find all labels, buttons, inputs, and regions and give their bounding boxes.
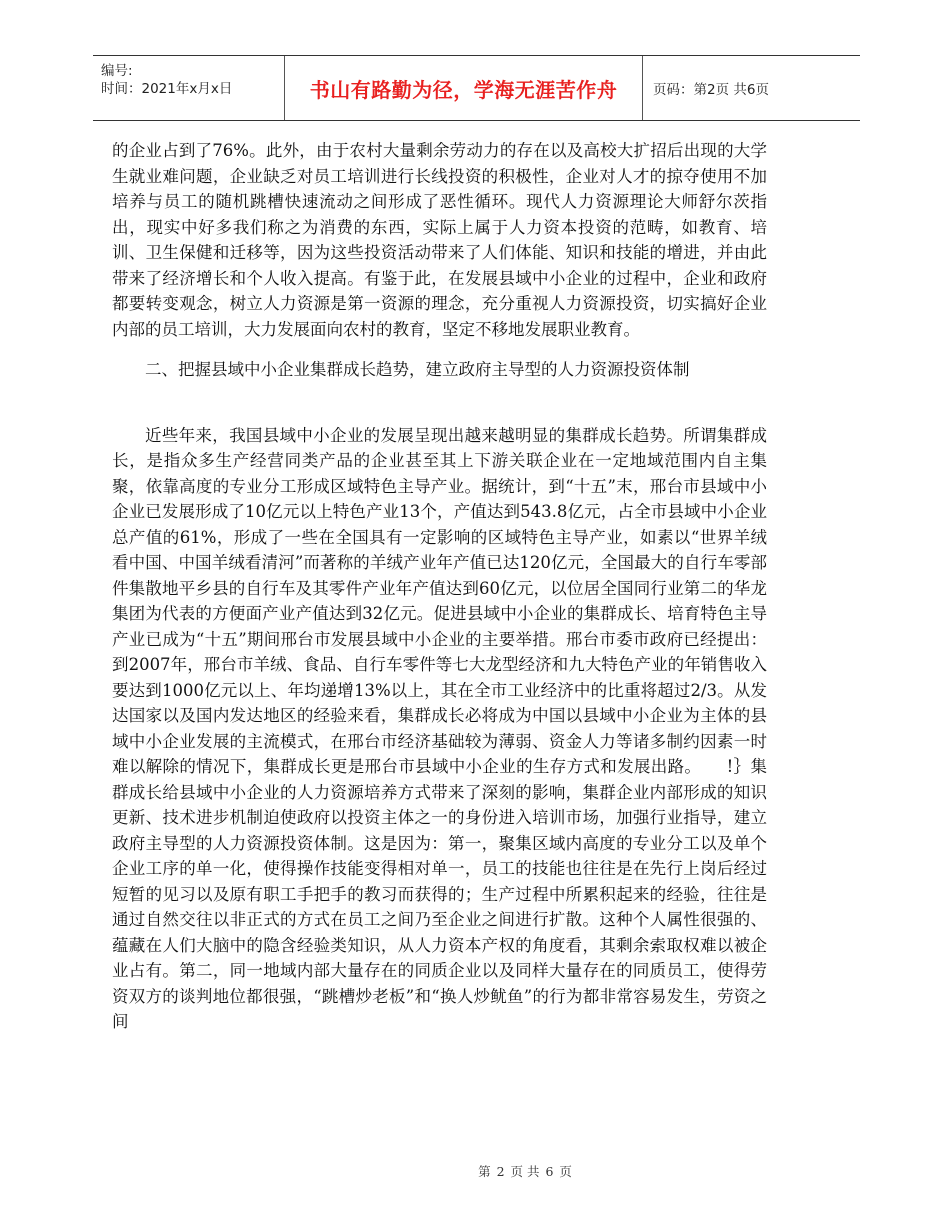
footer-suffix: 页: [559, 1164, 572, 1179]
footer-prefix: 第: [478, 1164, 491, 1179]
section-heading: 二、把握县域中小企业集群成长趋势，建立政府主导型的人力资源投资体制: [145, 360, 690, 379]
paragraph-gap: [112, 383, 767, 423]
page-footer: [0, 1162, 950, 1180]
date-label: 时间：2021年x月x日: [101, 81, 233, 97]
body-paragraph: 的企业占到了76%。此外，由于农村大量剩余劳动力的存在以及高校大扩招后出现的大学生就业难问题，企业缺乏对员工培训进行长线投资的积极性，企业对人才的掠夺使用不加培养与员工的随机跳槽快速流动之间形成了恶性循环。现代人力资源理论大师舒尔茨指出，现实中好多我们称之为消费的东西，实际上属于人力资本投资的范畴，如教育、培训、卫生保健和迁移等，因为这些投资活动带来了人们体能、知识和技能的增进，并由此带来了经济增长和个人收入提高。有鉴于此，在发展县域中小企业的过程中，企业和政府都要转变观念，树立人力资源是第一资源的理念，充分重视人力资源投资，切实搞好企业内部的员工培训，大力发展面向农村的教育，坚定不移地发展职业教育。: [112, 141, 767, 339]
header-meta-cell: [93, 56, 285, 120]
header-page-info: 页码：第2页 共6页: [653, 82, 769, 98]
header-motto-cell: [285, 56, 643, 120]
footer-total-pages: 6: [545, 1164, 554, 1179]
header-page-cell: [643, 56, 860, 120]
footer-middle: 页 共: [510, 1164, 540, 1179]
document-body: [112, 138, 767, 1035]
body-paragraph: 近些年来，我国县域中小企业的发展呈现出越来越明显的集群成长趋势。所谓集群成长，是指众多生产经营同类产品的企业甚至其上下游关联企业在一定地域范围内自主集聚，依靠高度的专业分工形成区域特色主导产业。据统计，到“十五”末，邢台市县域中小企业已发展形成了10亿元以上特色产业13个，产值达到543.8亿元，占全市县域中小企业总产值的61%，形成了一些在全国具有一定影响的区域特色主导产业，如素以“世界羊绒看中国、中国羊绒看清河”而著称的羊绒产业年产值已达120亿元，全国最大的自行车零部件集散地平乡县的自行车及其零件产业年产值达到60亿元，以位居全国同行业第二的华龙集团为代表的方便面产业产值达到32亿元。促进县域中小企业的集群成长、培育特色主导产业已成为“十五”期间邢台市发展县域中小企业的主要举措。邢台市委市政府已经提出：到2007年，邢台市羊绒、食品、自行车零件等七大龙型经济和九大特色产业的年销售收入要达到1000亿元以上、年均递增13%以上，其在全市工业经济中的比重将超过2/3。从发达国家以及国内发达地区的经验来看，集群成长必将成为中国以县域中小企业为主体的县域中小企业发展的主流模式，在邢台市经济基础较为薄弱、资金人力等诸多制约因素一时难以解除的情况下，集群成长更是邢台市县域中小企业的生存方式和发展出路。 !｝集群成长给县域中小企业的人力资源培养方式带来了深刻的影响，集群企业内部形成的知识更新、技术进步机制迫使政府以投资主体之一的身份进入培训市场，加强行业指导，建立政府主导型的人力资源投资体制。这是因为：第一，聚集区域内高度的专业分工以及单个企业工序的单一化，使得操作技能变得相对单一，员工的技能也往往是在先行上岗后经过短暂的见习以及原有职工手把手的教习而获得的；生产过程中所累积起来的经验，往往是通过自然交往以非正式的方式在员工之间乃至企业之间进行扩散。这种个人属性很强的、蕴藏在人们大脑中的隐含经验类知识，从人力资本产权的角度看，其剩余索取权难以被企业占有。第二，同一地域内部大量存在的同质企业以及同样大量存在的同质员工，使得劳资双方的谈判地位都很强，“跳槽炒老板”和“换人炒鱿鱼”的行为都非常容易发生，劳资之间: [112, 425, 767, 1031]
doc-number-label: 编号:: [101, 63, 133, 79]
footer-page-number: 2: [496, 1164, 505, 1179]
page-header: [93, 55, 860, 121]
motto-text: 书山有路勤为径，学海无涯苦作舟: [309, 77, 618, 102]
